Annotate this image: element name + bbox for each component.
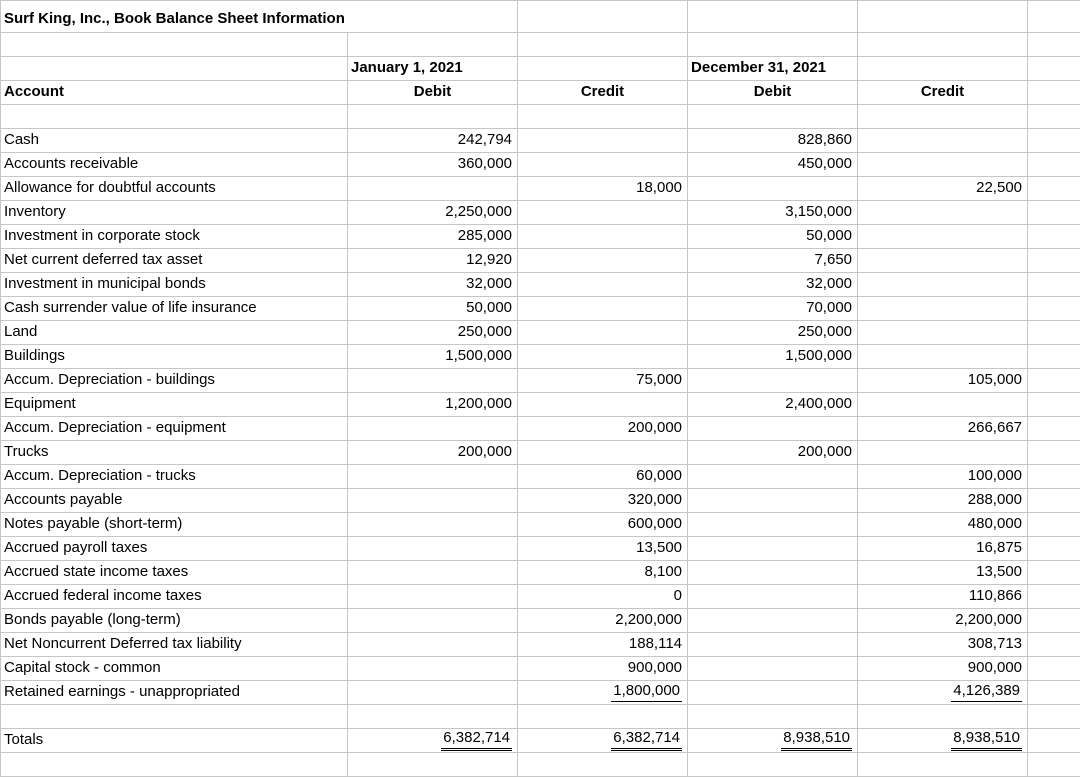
table-row: [1, 489, 1080, 513]
value-cell[interactable]: 320,000: [518, 489, 688, 513]
value-cell[interactable]: [518, 153, 688, 177]
totals-value: 6,382,714: [441, 730, 512, 751]
value-cell[interactable]: 13,500: [518, 537, 688, 561]
empty-cell[interactable]: [1028, 681, 1080, 705]
value-cell[interactable]: [688, 681, 858, 705]
empty-cell[interactable]: [1028, 321, 1080, 345]
empty-cell[interactable]: [1028, 585, 1080, 609]
table-row: [1, 201, 1080, 225]
empty-cell[interactable]: [1028, 153, 1080, 177]
value-cell[interactable]: [518, 681, 688, 705]
account-cell[interactable]: Investment in municipal bonds: [1, 273, 348, 297]
empty-cell[interactable]: [348, 753, 518, 777]
table-row: [1, 609, 1080, 633]
table-row: [1, 657, 1080, 681]
account-cell[interactable]: Inventory: [1, 201, 348, 225]
value-cell[interactable]: [688, 513, 858, 537]
empty-cell[interactable]: [1028, 57, 1080, 81]
value-cell[interactable]: [858, 273, 1028, 297]
table-row: [1, 441, 1080, 465]
value-cell[interactable]: [348, 513, 518, 537]
empty-cell[interactable]: [1, 33, 348, 57]
account-cell[interactable]: Equipment: [1, 393, 348, 417]
empty-cell[interactable]: [858, 105, 1028, 129]
dec-debit-column-header[interactable]: Debit: [688, 81, 858, 105]
account-cell[interactable]: Trucks: [1, 441, 348, 465]
value-cell[interactable]: [348, 417, 518, 441]
period-dec-header[interactable]: December 31, 2021: [688, 57, 858, 81]
value-cell[interactable]: 900,000: [518, 657, 688, 681]
table-row: [1, 225, 1080, 249]
value-cell[interactable]: [858, 681, 1028, 705]
value-cell[interactable]: 7,650: [688, 249, 858, 273]
empty-cell[interactable]: [1028, 345, 1080, 369]
empty-cell[interactable]: [688, 753, 858, 777]
empty-cell[interactable]: [1028, 33, 1080, 57]
value-cell[interactable]: 18,000: [518, 177, 688, 201]
value-cell[interactable]: [688, 417, 858, 441]
value-cell[interactable]: [518, 393, 688, 417]
table-row: [1, 537, 1080, 561]
value-cell[interactable]: [688, 369, 858, 393]
header-section: [1, 1, 1080, 129]
table-row: [1, 129, 1080, 153]
value-cell[interactable]: 828,860: [688, 129, 858, 153]
value-cell[interactable]: 200,000: [348, 441, 518, 465]
table-row: [1, 633, 1080, 657]
value-cell[interactable]: [688, 561, 858, 585]
value-cell[interactable]: [348, 177, 518, 201]
empty-cell[interactable]: [1028, 393, 1080, 417]
empty-cell[interactable]: [1028, 177, 1080, 201]
account-cell[interactable]: Accum. Depreciation - equipment: [1, 417, 348, 441]
empty-cell[interactable]: [1028, 417, 1080, 441]
value-cell[interactable]: [858, 321, 1028, 345]
empty-cell[interactable]: [858, 753, 1028, 777]
totals-value: 8,938,510: [781, 730, 852, 751]
table-row: [1, 585, 1080, 609]
value-cell[interactable]: [858, 249, 1028, 273]
value-cell[interactable]: [518, 201, 688, 225]
blank-row: [1, 753, 1080, 777]
empty-cell[interactable]: [1028, 537, 1080, 561]
value-cell[interactable]: 242,794: [348, 129, 518, 153]
empty-cell[interactable]: [1028, 633, 1080, 657]
empty-cell[interactable]: [348, 705, 518, 729]
value-cell[interactable]: 12,920: [348, 249, 518, 273]
totals-jan-credit-cell[interactable]: [518, 729, 688, 753]
account-cell[interactable]: Cash surrender value of life insurance: [1, 297, 348, 321]
jan-debit-column-header[interactable]: Debit: [348, 81, 518, 105]
empty-cell[interactable]: [1028, 489, 1080, 513]
value-cell[interactable]: 480,000: [858, 513, 1028, 537]
account-cell[interactable]: Cash: [1, 129, 348, 153]
table-row: [1, 681, 1080, 705]
account-cell[interactable]: Accum. Depreciation - trucks: [1, 465, 348, 489]
empty-cell[interactable]: [1028, 705, 1080, 729]
value-cell[interactable]: 50,000: [348, 297, 518, 321]
jan-credit-column-header[interactable]: Credit: [518, 81, 688, 105]
value-cell[interactable]: [688, 177, 858, 201]
table-row: [1, 369, 1080, 393]
value-cell[interactable]: [518, 249, 688, 273]
empty-cell[interactable]: [1028, 129, 1080, 153]
table-row: [1, 177, 1080, 201]
totals-dec-debit-cell[interactable]: [688, 729, 858, 753]
value-cell[interactable]: [518, 225, 688, 249]
account-column-header[interactable]: Account: [1, 81, 348, 105]
value-cell[interactable]: [858, 225, 1028, 249]
table-row: [1, 249, 1080, 273]
table-row: [1, 297, 1080, 321]
value-cell[interactable]: 900,000: [858, 657, 1028, 681]
value-cell[interactable]: 22,500: [858, 177, 1028, 201]
account-cell[interactable]: Buildings: [1, 345, 348, 369]
value-cell[interactable]: 16,875: [858, 537, 1028, 561]
value-cell[interactable]: 450,000: [688, 153, 858, 177]
table-body: [1, 129, 1080, 705]
empty-cell[interactable]: [1028, 81, 1080, 105]
empty-cell[interactable]: [688, 1, 858, 33]
empty-cell[interactable]: [1028, 465, 1080, 489]
value-cell[interactable]: [858, 153, 1028, 177]
value-cell[interactable]: [518, 129, 688, 153]
empty-cell[interactable]: [1028, 513, 1080, 537]
value-cell[interactable]: 288,000: [858, 489, 1028, 513]
empty-cell[interactable]: [1, 57, 348, 81]
value-cell[interactable]: 266,667: [858, 417, 1028, 441]
value-cell[interactable]: [858, 297, 1028, 321]
account-cell[interactable]: Accrued state income taxes: [1, 561, 348, 585]
value-cell[interactable]: 188,114: [518, 633, 688, 657]
value-cell[interactable]: [348, 681, 518, 705]
table-row: [1, 321, 1080, 345]
period-jan-header[interactable]: January 1, 2021: [348, 57, 518, 81]
value-cell[interactable]: [348, 561, 518, 585]
account-cell[interactable]: Land: [1, 321, 348, 345]
table-row: [1, 393, 1080, 417]
empty-cell[interactable]: [348, 33, 518, 57]
empty-cell[interactable]: [518, 105, 688, 129]
account-cell[interactable]: Allowance for doubtful accounts: [1, 177, 348, 201]
value-cell[interactable]: 2,400,000: [688, 393, 858, 417]
blank-row: [1, 33, 1080, 57]
empty-cell[interactable]: [688, 105, 858, 129]
value-cell[interactable]: 105,000: [858, 369, 1028, 393]
empty-cell[interactable]: [1028, 369, 1080, 393]
empty-cell[interactable]: [688, 33, 858, 57]
empty-cell[interactable]: [1, 705, 348, 729]
period-header-row: [1, 57, 1080, 81]
underlined-value: 4,126,389: [951, 683, 1022, 702]
value-cell[interactable]: 1,500,000: [688, 345, 858, 369]
account-cell[interactable]: Accounts payable: [1, 489, 348, 513]
sheet-title[interactable]: Surf King, Inc., Book Balance Sheet Information: [1, 1, 518, 33]
totals-section: [1, 705, 1080, 777]
account-cell[interactable]: Notes payable (short-term): [1, 513, 348, 537]
value-cell[interactable]: [348, 585, 518, 609]
value-cell[interactable]: [688, 537, 858, 561]
value-cell[interactable]: [688, 465, 858, 489]
value-cell[interactable]: 2,200,000: [518, 609, 688, 633]
value-cell[interactable]: 200,000: [518, 417, 688, 441]
value-cell[interactable]: [518, 321, 688, 345]
value-cell[interactable]: 285,000: [348, 225, 518, 249]
value-cell[interactable]: [348, 537, 518, 561]
value-cell[interactable]: [518, 345, 688, 369]
value-cell[interactable]: 308,713: [858, 633, 1028, 657]
account-cell[interactable]: Net current deferred tax asset: [1, 249, 348, 273]
value-cell[interactable]: 13,500: [858, 561, 1028, 585]
empty-cell[interactable]: [1028, 561, 1080, 585]
account-cell[interactable]: Accrued federal income taxes: [1, 585, 348, 609]
value-cell[interactable]: 60,000: [518, 465, 688, 489]
value-cell[interactable]: [688, 609, 858, 633]
value-cell[interactable]: 100,000: [858, 465, 1028, 489]
value-cell[interactable]: 75,000: [518, 369, 688, 393]
title-row: [1, 1, 1080, 33]
value-cell[interactable]: 70,000: [688, 297, 858, 321]
empty-cell[interactable]: [1, 753, 348, 777]
value-cell[interactable]: [858, 441, 1028, 465]
empty-cell[interactable]: [1, 105, 348, 129]
value-cell[interactable]: 1,200,000: [348, 393, 518, 417]
value-cell[interactable]: [858, 345, 1028, 369]
table-row: [1, 273, 1080, 297]
table-row: [1, 153, 1080, 177]
table-row: [1, 417, 1080, 441]
value-cell[interactable]: 250,000: [688, 321, 858, 345]
totals-value: 6,382,714: [611, 730, 682, 751]
blank-row: [1, 105, 1080, 129]
empty-cell[interactable]: [1028, 609, 1080, 633]
value-cell[interactable]: [348, 633, 518, 657]
value-cell[interactable]: 360,000: [348, 153, 518, 177]
value-cell[interactable]: [348, 489, 518, 513]
empty-cell[interactable]: [1028, 105, 1080, 129]
account-cell[interactable]: Retained earnings - unappropriated: [1, 681, 348, 705]
table-row: [1, 561, 1080, 585]
account-cell[interactable]: Bonds payable (long-term): [1, 609, 348, 633]
account-cell[interactable]: Accounts receivable: [1, 153, 348, 177]
empty-cell[interactable]: [1028, 1, 1080, 33]
empty-cell[interactable]: [1028, 225, 1080, 249]
value-cell[interactable]: [348, 369, 518, 393]
totals-row: [1, 729, 1080, 753]
value-cell[interactable]: [688, 633, 858, 657]
account-cell[interactable]: Accrued payroll taxes: [1, 537, 348, 561]
blank-row: [1, 705, 1080, 729]
empty-cell[interactable]: [518, 753, 688, 777]
value-cell[interactable]: [348, 609, 518, 633]
totals-value: 8,938,510: [951, 730, 1022, 751]
empty-cell[interactable]: [1028, 249, 1080, 273]
empty-cell[interactable]: [1028, 273, 1080, 297]
dec-credit-column-header[interactable]: Credit: [858, 81, 1028, 105]
value-cell[interactable]: 1,500,000: [348, 345, 518, 369]
account-cell[interactable]: Capital stock - common: [1, 657, 348, 681]
value-cell[interactable]: 200,000: [688, 441, 858, 465]
value-cell[interactable]: [858, 201, 1028, 225]
value-cell[interactable]: [348, 465, 518, 489]
empty-cell[interactable]: [1028, 657, 1080, 681]
value-cell[interactable]: [518, 297, 688, 321]
empty-cell[interactable]: [858, 57, 1028, 81]
value-cell[interactable]: [518, 273, 688, 297]
totals-jan-debit-cell[interactable]: [348, 729, 518, 753]
value-cell[interactable]: [688, 657, 858, 681]
totals-dec-credit-cell[interactable]: [858, 729, 1028, 753]
underlined-value: 1,800,000: [611, 683, 682, 702]
value-cell[interactable]: 2,250,000: [348, 201, 518, 225]
value-cell[interactable]: 600,000: [518, 513, 688, 537]
value-cell[interactable]: 8,100: [518, 561, 688, 585]
account-cell[interactable]: Accum. Depreciation - buildings: [1, 369, 348, 393]
empty-cell[interactable]: [518, 33, 688, 57]
empty-cell[interactable]: [348, 105, 518, 129]
account-cell[interactable]: Investment in corporate stock: [1, 225, 348, 249]
table-row: [1, 513, 1080, 537]
value-cell[interactable]: 3,150,000: [688, 201, 858, 225]
empty-cell[interactable]: [1028, 297, 1080, 321]
value-cell[interactable]: 32,000: [688, 273, 858, 297]
totals-label[interactable]: Totals: [1, 729, 348, 753]
empty-cell[interactable]: [1028, 753, 1080, 777]
empty-cell[interactable]: [688, 705, 858, 729]
value-cell[interactable]: 250,000: [348, 321, 518, 345]
empty-cell[interactable]: [858, 33, 1028, 57]
value-cell[interactable]: 32,000: [348, 273, 518, 297]
value-cell[interactable]: 2,200,000: [858, 609, 1028, 633]
value-cell[interactable]: 0: [518, 585, 688, 609]
value-cell[interactable]: [518, 441, 688, 465]
value-cell[interactable]: [688, 489, 858, 513]
empty-cell[interactable]: [518, 57, 688, 81]
value-cell[interactable]: [348, 657, 518, 681]
column-header-row: [1, 81, 1080, 105]
empty-cell[interactable]: [1028, 729, 1080, 753]
empty-cell[interactable]: [858, 705, 1028, 729]
empty-cell[interactable]: [518, 705, 688, 729]
table-row: [1, 345, 1080, 369]
empty-cell[interactable]: [858, 1, 1028, 33]
empty-cell[interactable]: [518, 1, 688, 33]
table-row: [1, 465, 1080, 489]
value-cell[interactable]: [688, 585, 858, 609]
empty-cell[interactable]: [1028, 201, 1080, 225]
account-cell[interactable]: Net Noncurrent Deferred tax liability: [1, 633, 348, 657]
value-cell[interactable]: 50,000: [688, 225, 858, 249]
value-cell[interactable]: 110,866: [858, 585, 1028, 609]
empty-cell[interactable]: [1028, 441, 1080, 465]
value-cell[interactable]: [858, 393, 1028, 417]
value-cell[interactable]: [858, 129, 1028, 153]
